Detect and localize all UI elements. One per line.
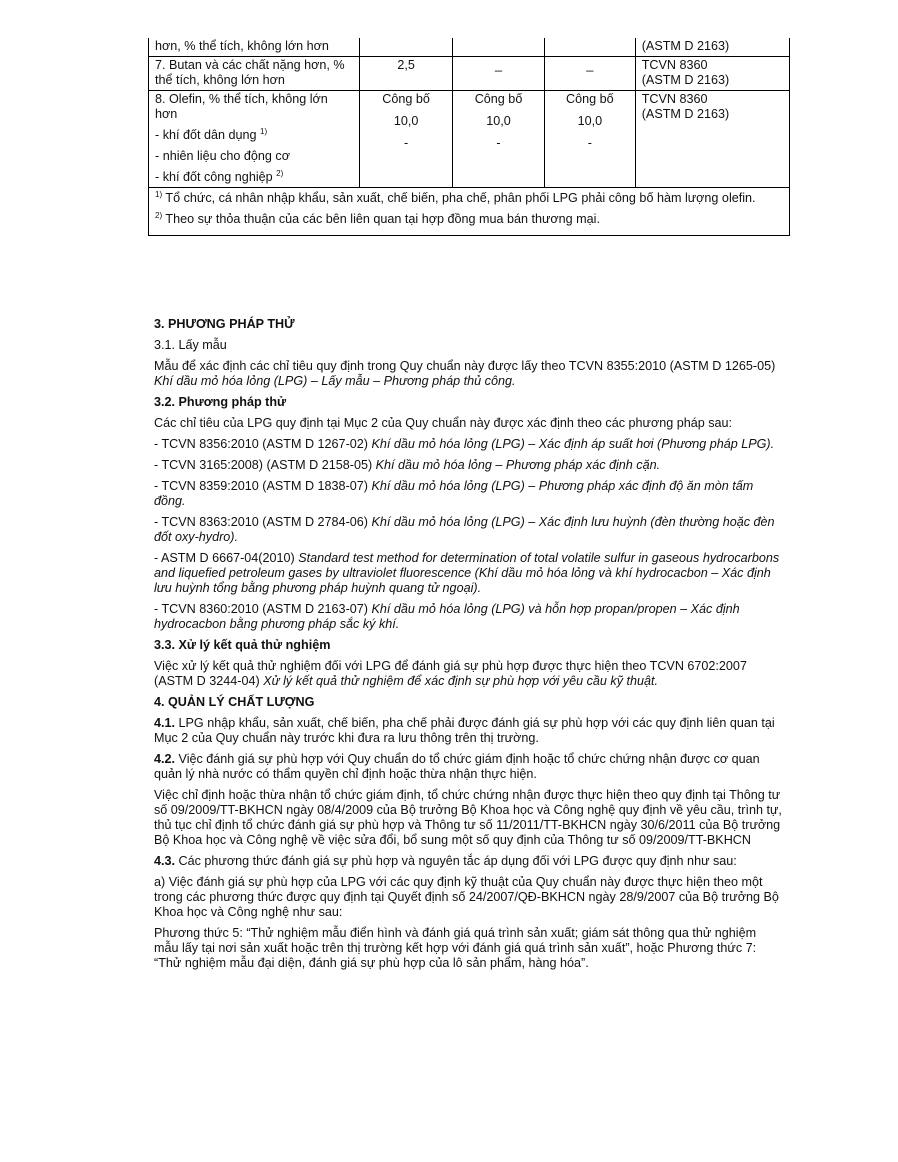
section-3-3-heading: 3.3. Xử lý kết quả thử nghiệm <box>154 638 331 652</box>
table-cell <box>453 57 545 91</box>
row8-sub-2-text: - nhiên liệu cho động cơ <box>155 149 290 163</box>
method-title: Khí dầu mỏ hóa lỏng (LPG) và hỗn hợp propan/propen – Xác định hydrocacbon bằng phương pháp sắc ký khí. <box>154 602 740 631</box>
section-4-2-detail: Việc chỉ định hoặc thừa nhận tổ chức giám định, tổ chức chứng nhận được thực hiện theo quy định tại Thông tư số 09/2009/TT-BKHCN ngày 08/4/2009 của Bộ trưởng Bộ Khoa học và Công nghệ quy định về yêu cầu, trình tự, thủ tục chỉ định tổ chức đánh giá sự phù hợp và Thông tư số 11/2011/TT-BKHCN ngày 30/6/2011 của Bộ trưởng Bộ Khoa học và Công nghệ về việc sửa đổi, bổ sung một số quy định của Thông tư số 09/2009/TT-BKHCN <box>154 788 782 847</box>
row-cont-method: (ASTM D 2163) <box>641 39 730 53</box>
footnote-ref: 1) <box>260 126 268 136</box>
clause-text: Các phương thức đánh giá sự phù hợp và nguyên tắc áp dụng đối với LPG được quy định như sau: <box>178 854 737 868</box>
row8-c2-v2: 10,0 <box>393 114 419 128</box>
method-item <box>154 479 782 509</box>
section-3-3-text <box>154 659 782 689</box>
section-4-2 <box>154 752 782 782</box>
table-cell <box>635 38 789 57</box>
table-cell <box>635 91 789 188</box>
method-item <box>154 437 782 452</box>
table-cell <box>360 91 453 188</box>
section-4-heading: 4. QUẢN LÝ CHẤT LƯỢNG <box>154 695 315 709</box>
section-4-1 <box>154 716 782 746</box>
table-row <box>149 38 790 57</box>
table-row <box>149 91 790 188</box>
method-item <box>154 515 782 545</box>
table-cell <box>544 38 635 57</box>
method-code: - TCVN 8356:2010 (ASTM D 1267-02) <box>154 437 368 451</box>
footnote-marker: 2) <box>155 210 163 220</box>
clause-number: 4.1. <box>154 716 176 730</box>
table-cell <box>544 57 635 91</box>
table-cell <box>453 91 545 188</box>
table-cell <box>635 57 789 91</box>
section-4-3 <box>154 854 782 869</box>
footnote-marker: 1) <box>155 189 163 199</box>
row8-c2-v3: - <box>403 136 409 150</box>
section-3-1-text <box>154 359 782 389</box>
row8-c3-v1: Công bố <box>474 92 523 106</box>
clause-text: Việc đánh giá sự phù hợp với Quy chuẩn do tổ chức giám định hoặc tổ chức chứng nhận được cơ quan quản lý nhà nước có thẩm quyền chỉ định hoặc thừa nhận thực hiện. <box>154 752 760 781</box>
row7-value-3: _ <box>586 58 594 72</box>
table-cell <box>453 38 545 57</box>
method-code: - ASTM D 6667-04(2010) <box>154 551 295 565</box>
row8-sub-2 <box>155 149 353 164</box>
method-code: - TCVN 8363:2010 (ASTM D 2784-06) <box>154 515 368 529</box>
row7-method-2: (ASTM D 2163) <box>641 73 730 87</box>
section-3-2-heading: 3.2. Phương pháp thử <box>154 395 287 409</box>
row8-sub-1 <box>155 128 353 143</box>
method-title: Khí dầu mỏ hóa lỏng – Phương pháp xác định cặn. <box>375 458 661 472</box>
row8-sub-3-text: - khí đốt công nghiệp <box>155 170 273 184</box>
footnote-ref: 2) <box>276 168 284 178</box>
table-row <box>149 188 790 236</box>
clause-number: 4.2. <box>154 752 176 766</box>
document-body <box>154 317 782 977</box>
table-row <box>149 57 790 91</box>
row7-value-1: 2,5 <box>397 58 415 72</box>
footnote-2-text: Theo sự thỏa thuận của các bên liên quan tại hợp đồng mua bán thương mại. <box>165 212 600 226</box>
row8-c3-v3: - <box>496 136 501 150</box>
method-code: - TCVN 3165:2008) (ASTM D 2158-05) <box>154 458 373 472</box>
method-title: Khí dầu mỏ hóa lỏng (LPG) – Phương pháp xác định độ ăn mòn tấm đồng. <box>154 479 754 508</box>
row8-sub-1-text: - khí đốt dân dụng <box>155 128 257 142</box>
table-cell <box>149 57 360 91</box>
text: Mẫu để xác định các chỉ tiêu quy định trong Quy chuẩn này được lấy theo TCVN 8355:2010 (ASTM D 1265-05) <box>154 359 776 373</box>
table-cell <box>544 91 635 188</box>
specification-table <box>148 38 790 236</box>
footnote-1 <box>155 191 783 206</box>
section-3-2-intro: Các chỉ tiêu của LPG quy định tại Mục 2 của Quy chuẩn này được xác định theo các phương pháp sau: <box>154 416 733 430</box>
row7-method-1: TCVN 8360 <box>641 58 708 72</box>
row8-c4-v3: - <box>587 136 592 150</box>
row8-method-1: TCVN 8360 <box>641 92 708 106</box>
method-item <box>154 551 782 596</box>
table-cell <box>360 38 453 57</box>
section-4-3-methods: Phương thức 5: “Thử nghiệm mẫu điển hình và đánh giá quá trình sản xuất; giám sát thông qua thử nghiệm mẫu lấy tại nơi sản xuất hoặc trên thị trường kết hợp với đánh giá quá trình sản xuất”, hoặc Phương thức 7: “Thử nghiệm mẫu đại diện, đánh giá sự phù hợp của lô sản phẩm, hàng hóa”. <box>154 926 757 970</box>
section-3-heading: 3. PHƯƠNG PHÁP THỬ <box>154 317 295 331</box>
table-cell <box>149 38 360 57</box>
method-item <box>154 602 782 632</box>
row8-c3-v2: 10,0 <box>486 114 511 128</box>
text: Việc xử lý kết quả thử nghiệm đối với LPG để đánh giá sự phù hợp được thực hiện theo TCVN 6702:2007 (ASTM D 3244-04) <box>154 659 747 688</box>
method-title: Khí dầu mỏ hóa lỏng (LPG) – Xác định áp suất hơi (Phương pháp LPG). <box>371 437 775 451</box>
clause-number: 4.3. <box>154 854 176 868</box>
row8-c4-v2: 10,0 <box>577 114 603 128</box>
table-notes-cell <box>149 188 790 236</box>
row-cont-label: hơn, % thể tích, không lớn hơn <box>155 39 329 53</box>
row8-label: 8. Olefin, % thể tích, không lớn hơn <box>155 92 328 121</box>
table-cell <box>360 57 453 91</box>
row8-sub-3 <box>155 170 353 185</box>
row8-c2-v1: Công bố <box>382 92 430 106</box>
section-3-1-heading: 3.1. Lấy mẫu <box>154 338 227 352</box>
method-item <box>154 458 782 473</box>
section-4-3-a: a) Việc đánh giá sự phù hợp của LPG với các quy định kỹ thuật của Quy chuẩn này được thực hiện theo một trong các phương thức được quy định tại Quyết định số 24/2007/QĐ-BKHCN ngày 28/9/2007 của Bộ trưởng Bộ Khoa học và Công nghệ như sau: <box>154 875 779 919</box>
text-italic: Khí dầu mỏ hóa lỏng (LPG) – Lấy mẫu – Phương pháp thủ công. <box>154 374 516 388</box>
footnote-2 <box>155 212 783 227</box>
row8-method-2: (ASTM D 2163) <box>641 107 730 121</box>
text-italic: Xử lý kết quả thử nghiệm để xác định sự phù hợp với yêu cầu kỹ thuật. <box>263 674 658 688</box>
clause-text: LPG nhập khẩu, sản xuất, chế biến, pha chế phải được đánh giá sự phù hợp với các quy định liên quan tại Mục 2 của Quy chuẩn này trước khi đưa ra lưu thông trên thị trường. <box>154 716 775 745</box>
row7-value-2: _ <box>495 58 503 72</box>
row8-c4-v1: Công bố <box>566 92 614 106</box>
row7-label: 7. Butan và các chất nặng hơn, % thể tích, không lớn hơn <box>155 58 345 87</box>
method-code: - TCVN 8359:2010 (ASTM D 1838-07) <box>154 479 368 493</box>
table-cell <box>149 91 360 188</box>
method-title: Khí dầu mỏ hóa lỏng (LPG) – Xác định lưu huỳnh (đèn thường hoặc đèn đốt oxy-hydro). <box>154 515 775 544</box>
method-title: Standard test method for determination of total volatile sulfur in gaseous hydrocarbons and liquefied petroleum gases by ultraviolet fluorescence (Khí dầu mỏ hóa lỏng và khí hydrocacbon – Xác định lưu huỳnh tổng bằng phương pháp huỳnh quang tử ngoại). <box>154 551 780 595</box>
method-code: - TCVN 8360:2010 (ASTM D 2163-07) <box>154 602 368 616</box>
footnote-1-text: Tổ chức, cá nhân nhập khẩu, sản xuất, chế biến, pha chế, phân phối LPG phải công bố hàm lượng olefin. <box>165 191 756 205</box>
